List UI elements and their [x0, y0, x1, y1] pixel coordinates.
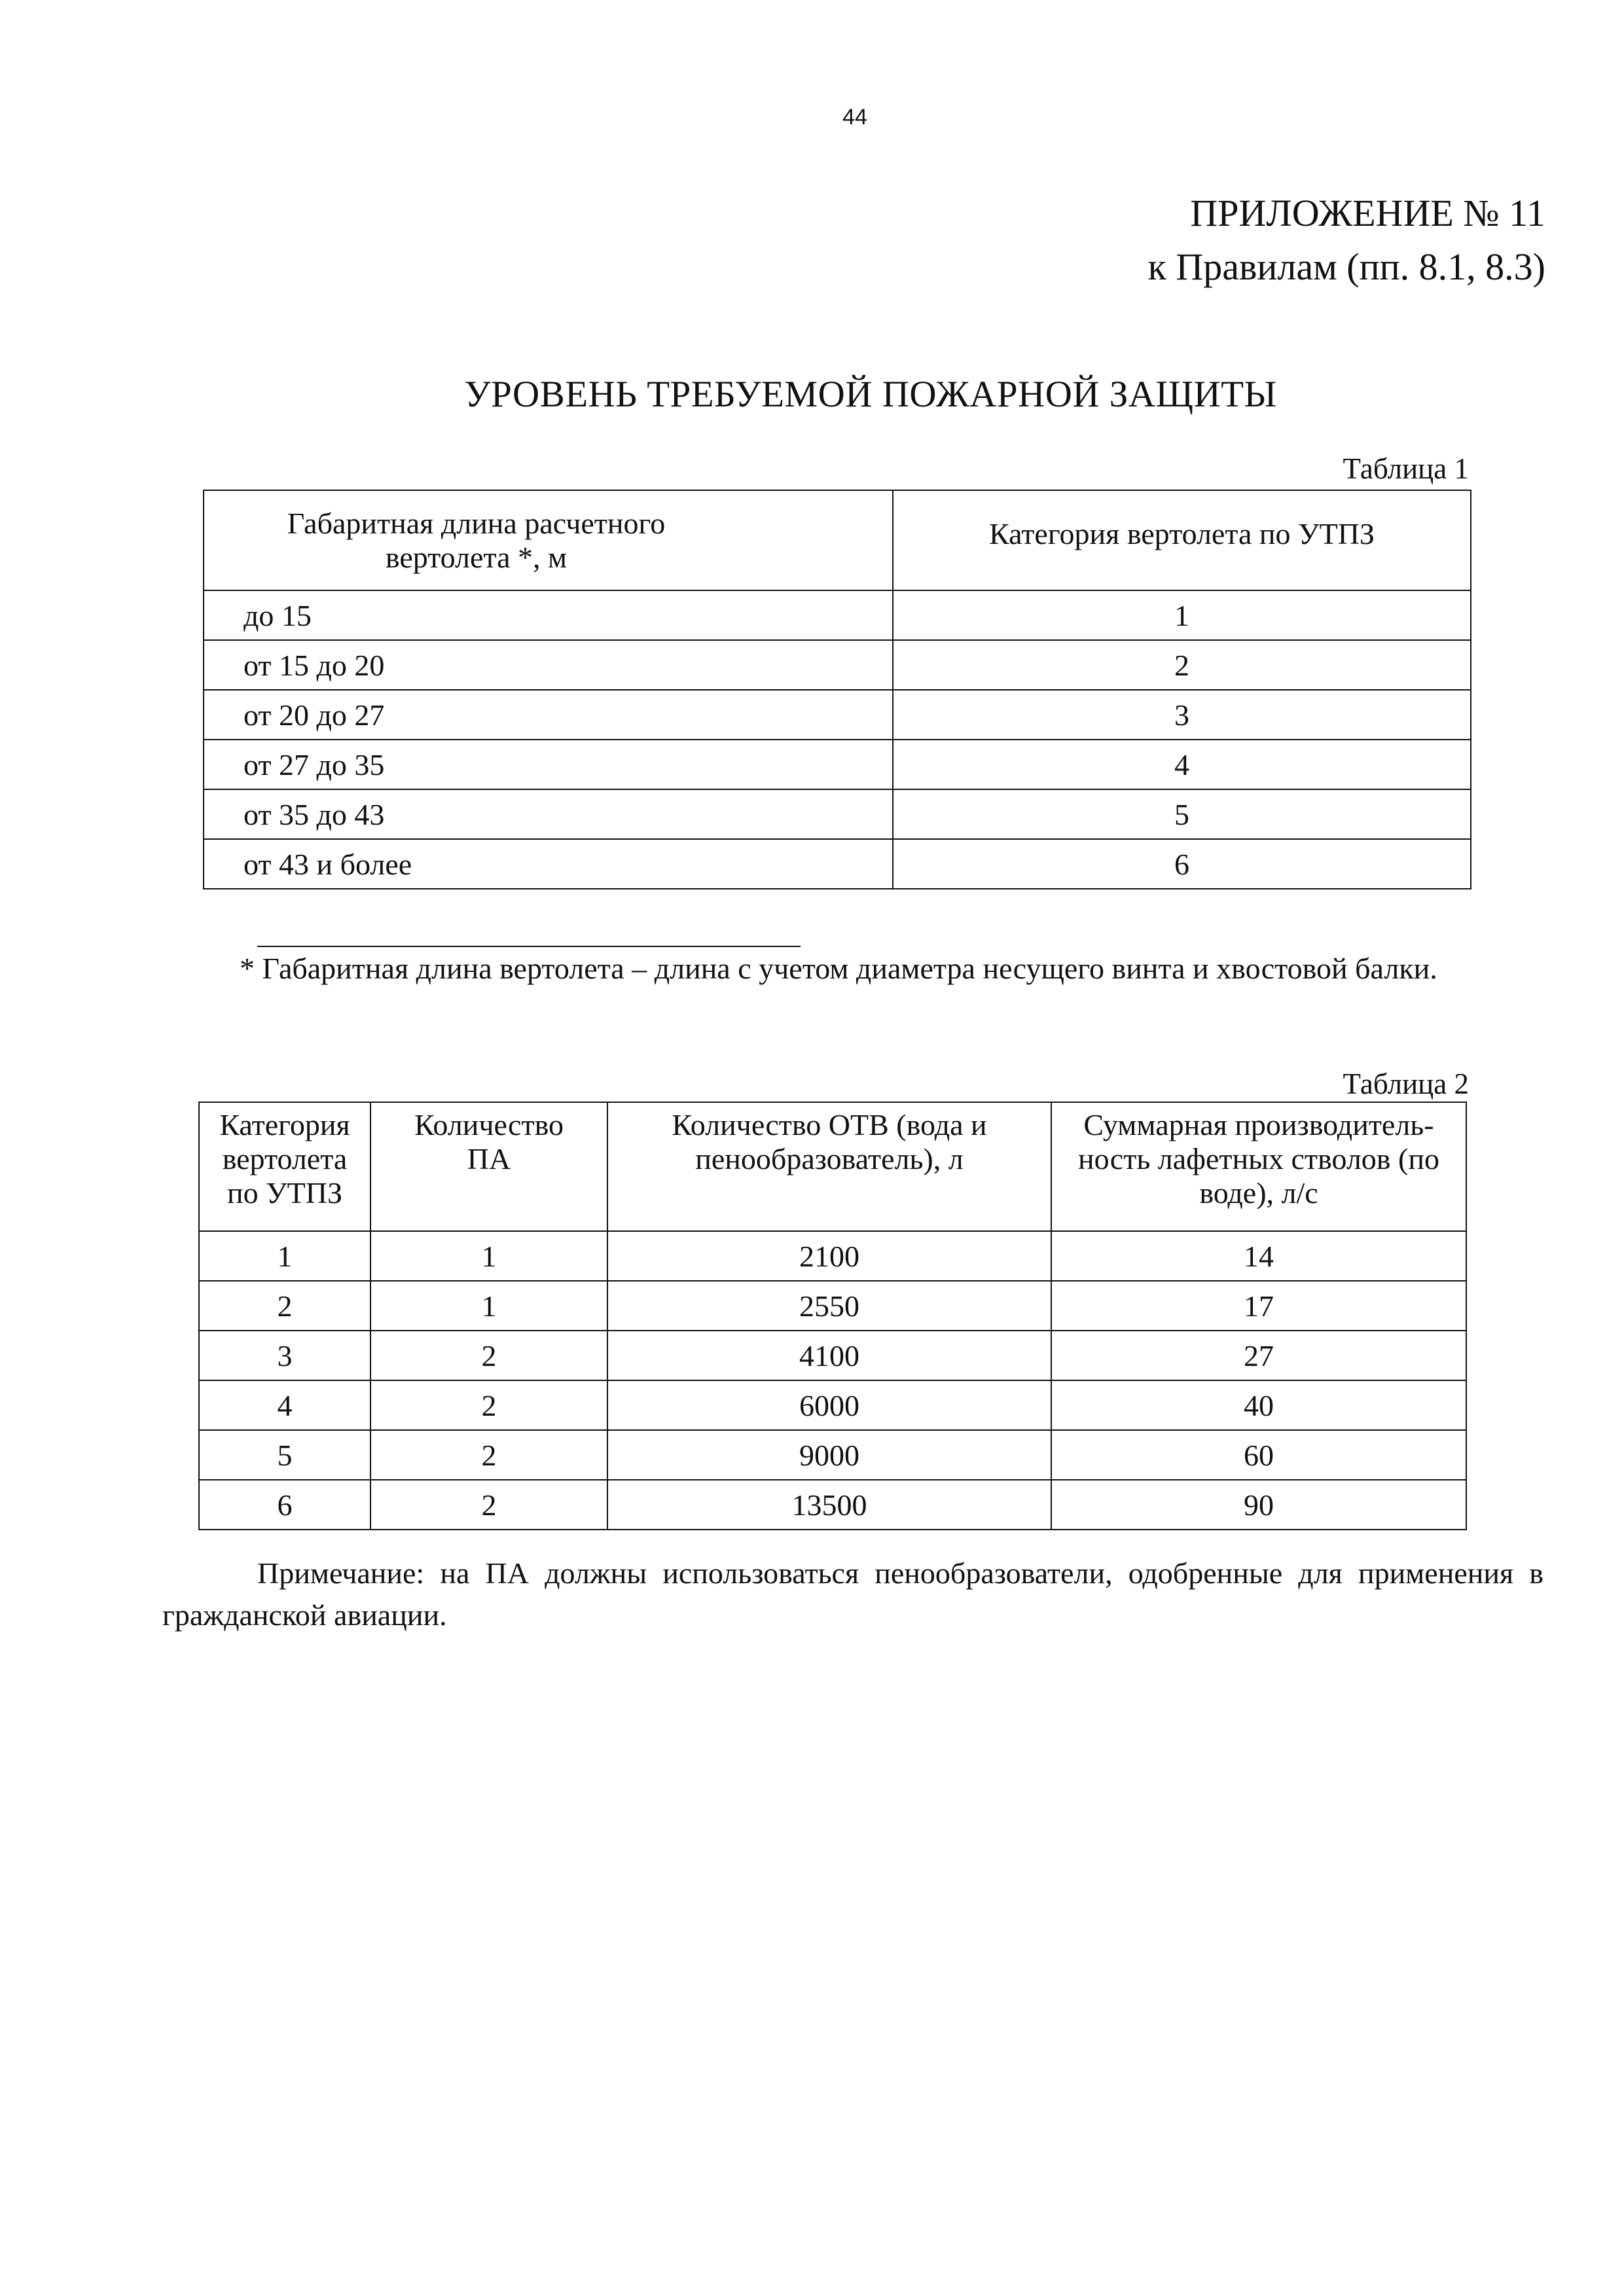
table2-cell-category: 4 — [199, 1380, 370, 1430]
table2-cell-output: 90 — [1051, 1480, 1466, 1530]
table2-cell-agent: 2100 — [607, 1231, 1051, 1281]
table2-cell-agent: 13500 — [607, 1480, 1051, 1530]
table2-cell-output: 27 — [1051, 1331, 1466, 1380]
table2-header-fire-vehicles: Количество ПА — [370, 1102, 607, 1231]
appendix-number: ПРИЛОЖЕНИЕ № 11 — [1190, 192, 1545, 234]
table2-header-extinguishing-agent: Количество ОТВ (вода и пенообразователь), л — [607, 1102, 1051, 1231]
table1-helicopter-length-category — [203, 490, 1471, 889]
table2-header-monitor-output: Суммарная производитель-ность лафетных стволов (по воде), л/с — [1051, 1102, 1466, 1231]
table2-cell-agent: 9000 — [607, 1430, 1051, 1480]
table2-cell-vehicles: 2 — [370, 1430, 607, 1480]
table2-cell-output: 60 — [1051, 1430, 1466, 1480]
table2-cell-vehicles: 2 — [370, 1380, 607, 1430]
table1-header-length — [204, 490, 893, 590]
table1-cell-length: от 20 до 27 — [204, 690, 893, 740]
note-paragraph: Примечание: на ПА должны использоваться пенообразователи, одобренные для применения в гражданской авиации. — [162, 1556, 1543, 1632]
table2-cell-agent: 6000 — [607, 1380, 1051, 1430]
appendix-heading — [1148, 187, 1545, 294]
table2-fire-protection-requirements — [198, 1102, 1467, 1530]
table2-cell-output: 17 — [1051, 1281, 1466, 1331]
table2-cell-vehicles: 1 — [370, 1231, 607, 1281]
table-row — [199, 1430, 1466, 1480]
footnote-divider — [257, 946, 801, 947]
table-row — [199, 1480, 1466, 1530]
table2-cell-vehicles: 2 — [370, 1480, 607, 1530]
table2-header-row — [199, 1102, 1466, 1231]
table-row — [204, 789, 1471, 839]
table2-cell-agent: 4100 — [607, 1331, 1051, 1380]
appendix-reference: к Правилам (пп. 8.1, 8.3) — [1147, 245, 1545, 288]
table2-cell-vehicles: 2 — [370, 1331, 607, 1380]
table-row — [199, 1331, 1466, 1380]
table-row — [199, 1281, 1466, 1331]
table1-cell-category: 3 — [893, 690, 1471, 740]
table-row — [204, 740, 1471, 789]
table1-cell-category: 5 — [893, 789, 1471, 839]
table2-cell-category: 6 — [199, 1480, 370, 1530]
table1-cell-length: от 35 до 43 — [204, 789, 893, 839]
table2-cell-category: 1 — [199, 1231, 370, 1281]
table1-cell-length: от 43 и более — [204, 839, 893, 889]
table2-header-category: Категория вертолета по УТПЗ — [199, 1102, 370, 1231]
page-number: 44 — [842, 105, 867, 130]
table1-cell-category: 1 — [893, 590, 1471, 640]
table2-cell-category: 3 — [199, 1331, 370, 1380]
table1-cell-category: 2 — [893, 640, 1471, 690]
table1-cell-length: до 15 — [204, 590, 893, 640]
table2-cell-output: 14 — [1051, 1231, 1466, 1281]
table1-caption: Таблица 1 — [1343, 452, 1469, 485]
table1-header-category: Категория вертолета по УТПЗ — [893, 490, 1471, 590]
table2-caption: Таблица 2 — [1343, 1067, 1469, 1100]
table2-cell-category: 5 — [199, 1430, 370, 1480]
table1-cell-category: 6 — [893, 839, 1471, 889]
table1-header-row — [204, 490, 1471, 590]
table2-cell-category: 2 — [199, 1281, 370, 1331]
table1-cell-length: от 27 до 35 — [204, 740, 893, 789]
table-row — [204, 590, 1471, 640]
table-row — [204, 640, 1471, 690]
document-title: УРОВЕНЬ ТРЕБУЕМОЙ ПОЖАРНОЙ ЗАЩИТЫ — [464, 374, 1277, 415]
table2-cell-vehicles: 1 — [370, 1281, 607, 1331]
table1-header-length-text: Габаритная длина расчетного вертолета *, м — [287, 506, 666, 574]
table-row — [199, 1231, 1466, 1281]
table-row — [204, 690, 1471, 740]
table2-cell-output: 40 — [1051, 1380, 1466, 1430]
footnote: * Габаритная длина вертолета – длина с учетом диаметра несущего винта и хвостовой балки. — [240, 952, 1437, 985]
table-row — [204, 839, 1471, 889]
table1-cell-category: 4 — [893, 740, 1471, 789]
table1-cell-length: от 15 до 20 — [204, 640, 893, 690]
table2-cell-agent: 2550 — [607, 1281, 1051, 1331]
table-row — [199, 1380, 1466, 1430]
